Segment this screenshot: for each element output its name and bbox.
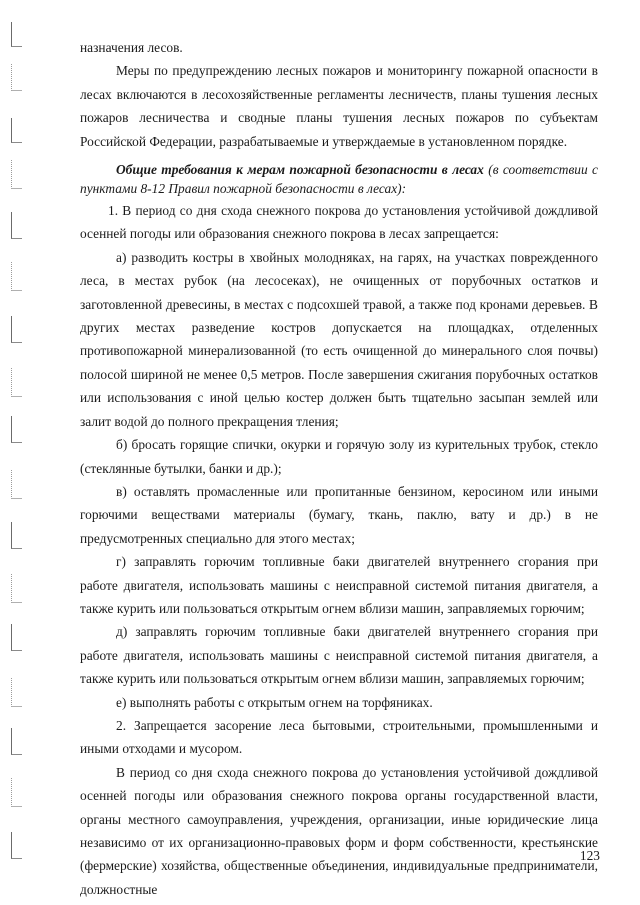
section-heading (80, 160, 598, 198)
binding-mark (11, 212, 22, 239)
list-item: 1. В период со дня схода снежного покрова до установления устойчивой дождливой осенней погоды или образования снежного покрова в лесах запрещается: (80, 203, 598, 242)
binding-mark (11, 118, 22, 143)
page-number: 123 (579, 848, 600, 863)
section-heading-bold: Общие требования к мерам пожарной безопасности в лесах (116, 162, 484, 178)
binding-mark (11, 574, 22, 603)
list-item: в) оставлять промасленные или пропитанные бензином, керосином или иными горючими веществами материалы (бумагу, ткань, паклю, вату и др.) в не предусмотренных специально для этого местах; (80, 483, 598, 546)
list-item: а) разводить костры в хвойных молодняках, на гарях, на участках поврежденного леса, в местах рубок (на лесосеках), не очищенных от порубочных остатков и заготовленной древесины, в местах с подсохшей травой, а также под кронами деревьев. В других местах разведение костров допускается на площадках, отделенных противопожарной минерализованной (то есть очищенной до минерального слоя почвы) полосой шириной не менее 0,5 метров. После завершения сжигания порубочных остатков или использования с иной целью костер должен быть тщательно засыпан землей или залит водой до полного прекращения тления; (80, 249, 598, 429)
paragraph: Меры по предупреждению лесных пожаров и мониторингу пожарной опасности в лесах включаются в лесохозяйственные регламенты лесничеств, планы тушения лесных пожаров лесничества и сводные планы тушения лесных пожаров по субъектам Российской Федерации, разрабатываемые и утверждаемые в установленном порядке. (80, 63, 598, 149)
binding-mark (11, 522, 22, 549)
binding-mark (11, 416, 22, 443)
binding-mark (11, 728, 22, 755)
binding-mark (11, 832, 22, 859)
section-heading-rest: (в соответствии с пунктами 8-12 Правил пожарной безопасности в лесах): (80, 162, 598, 197)
binding-mark (11, 368, 22, 397)
binding-mark (11, 778, 22, 807)
list-item: 2. Запрещается засорение леса бытовыми, строительными, промышленными и иными отходами и мусором. (80, 717, 598, 757)
list-item: б) бросать горящие спички, окурки и горячую золу из курительных трубок, стекло (стеклянные бутылки, банки и др.); (80, 437, 598, 476)
binding-mark (11, 22, 22, 47)
paragraph: назначения лесов. (80, 40, 183, 55)
list-item: е) выполнять работы с открытым огнем на торфяниках. (116, 694, 433, 710)
list-item: В период со дня схода снежного покрова до установления устойчивой дождливой осенней погоды или образования снежного покрова органы государственной власти, органы местного самоуправления, учреждения, организации, иные юридические лица независимо от их организационно-правовых форм и форм собственности, крестьянские (фермерские) хозяйства, общественные объединения, индивидуальные предприниматели, должностные (80, 764, 598, 897)
binding-mark (11, 678, 22, 707)
binding-mark (11, 64, 22, 91)
binding-mark (11, 262, 22, 291)
binding-mark (11, 316, 22, 343)
binding-mark (11, 160, 22, 189)
document-body (80, 36, 598, 901)
binding-edge-marks (0, 0, 28, 905)
list-item: г) заправлять горючим топливные баки двигателей внутреннего сгорания при работе двигателя, использовать машины с неисправной системой питания двигателя, а также курить или пользоваться открытым огнем вблизи машин, заправляемых горючим; (80, 554, 598, 616)
binding-mark (11, 624, 22, 651)
list-item: д) заправлять горючим топливные баки двигателей внутреннего сгорания при работе двигателя, использовать машины с неисправной системой питания двигателя, а также курить или пользоваться открытым огнем вблизи машин, заправляемых горючим; (80, 624, 598, 687)
binding-mark (11, 470, 22, 499)
